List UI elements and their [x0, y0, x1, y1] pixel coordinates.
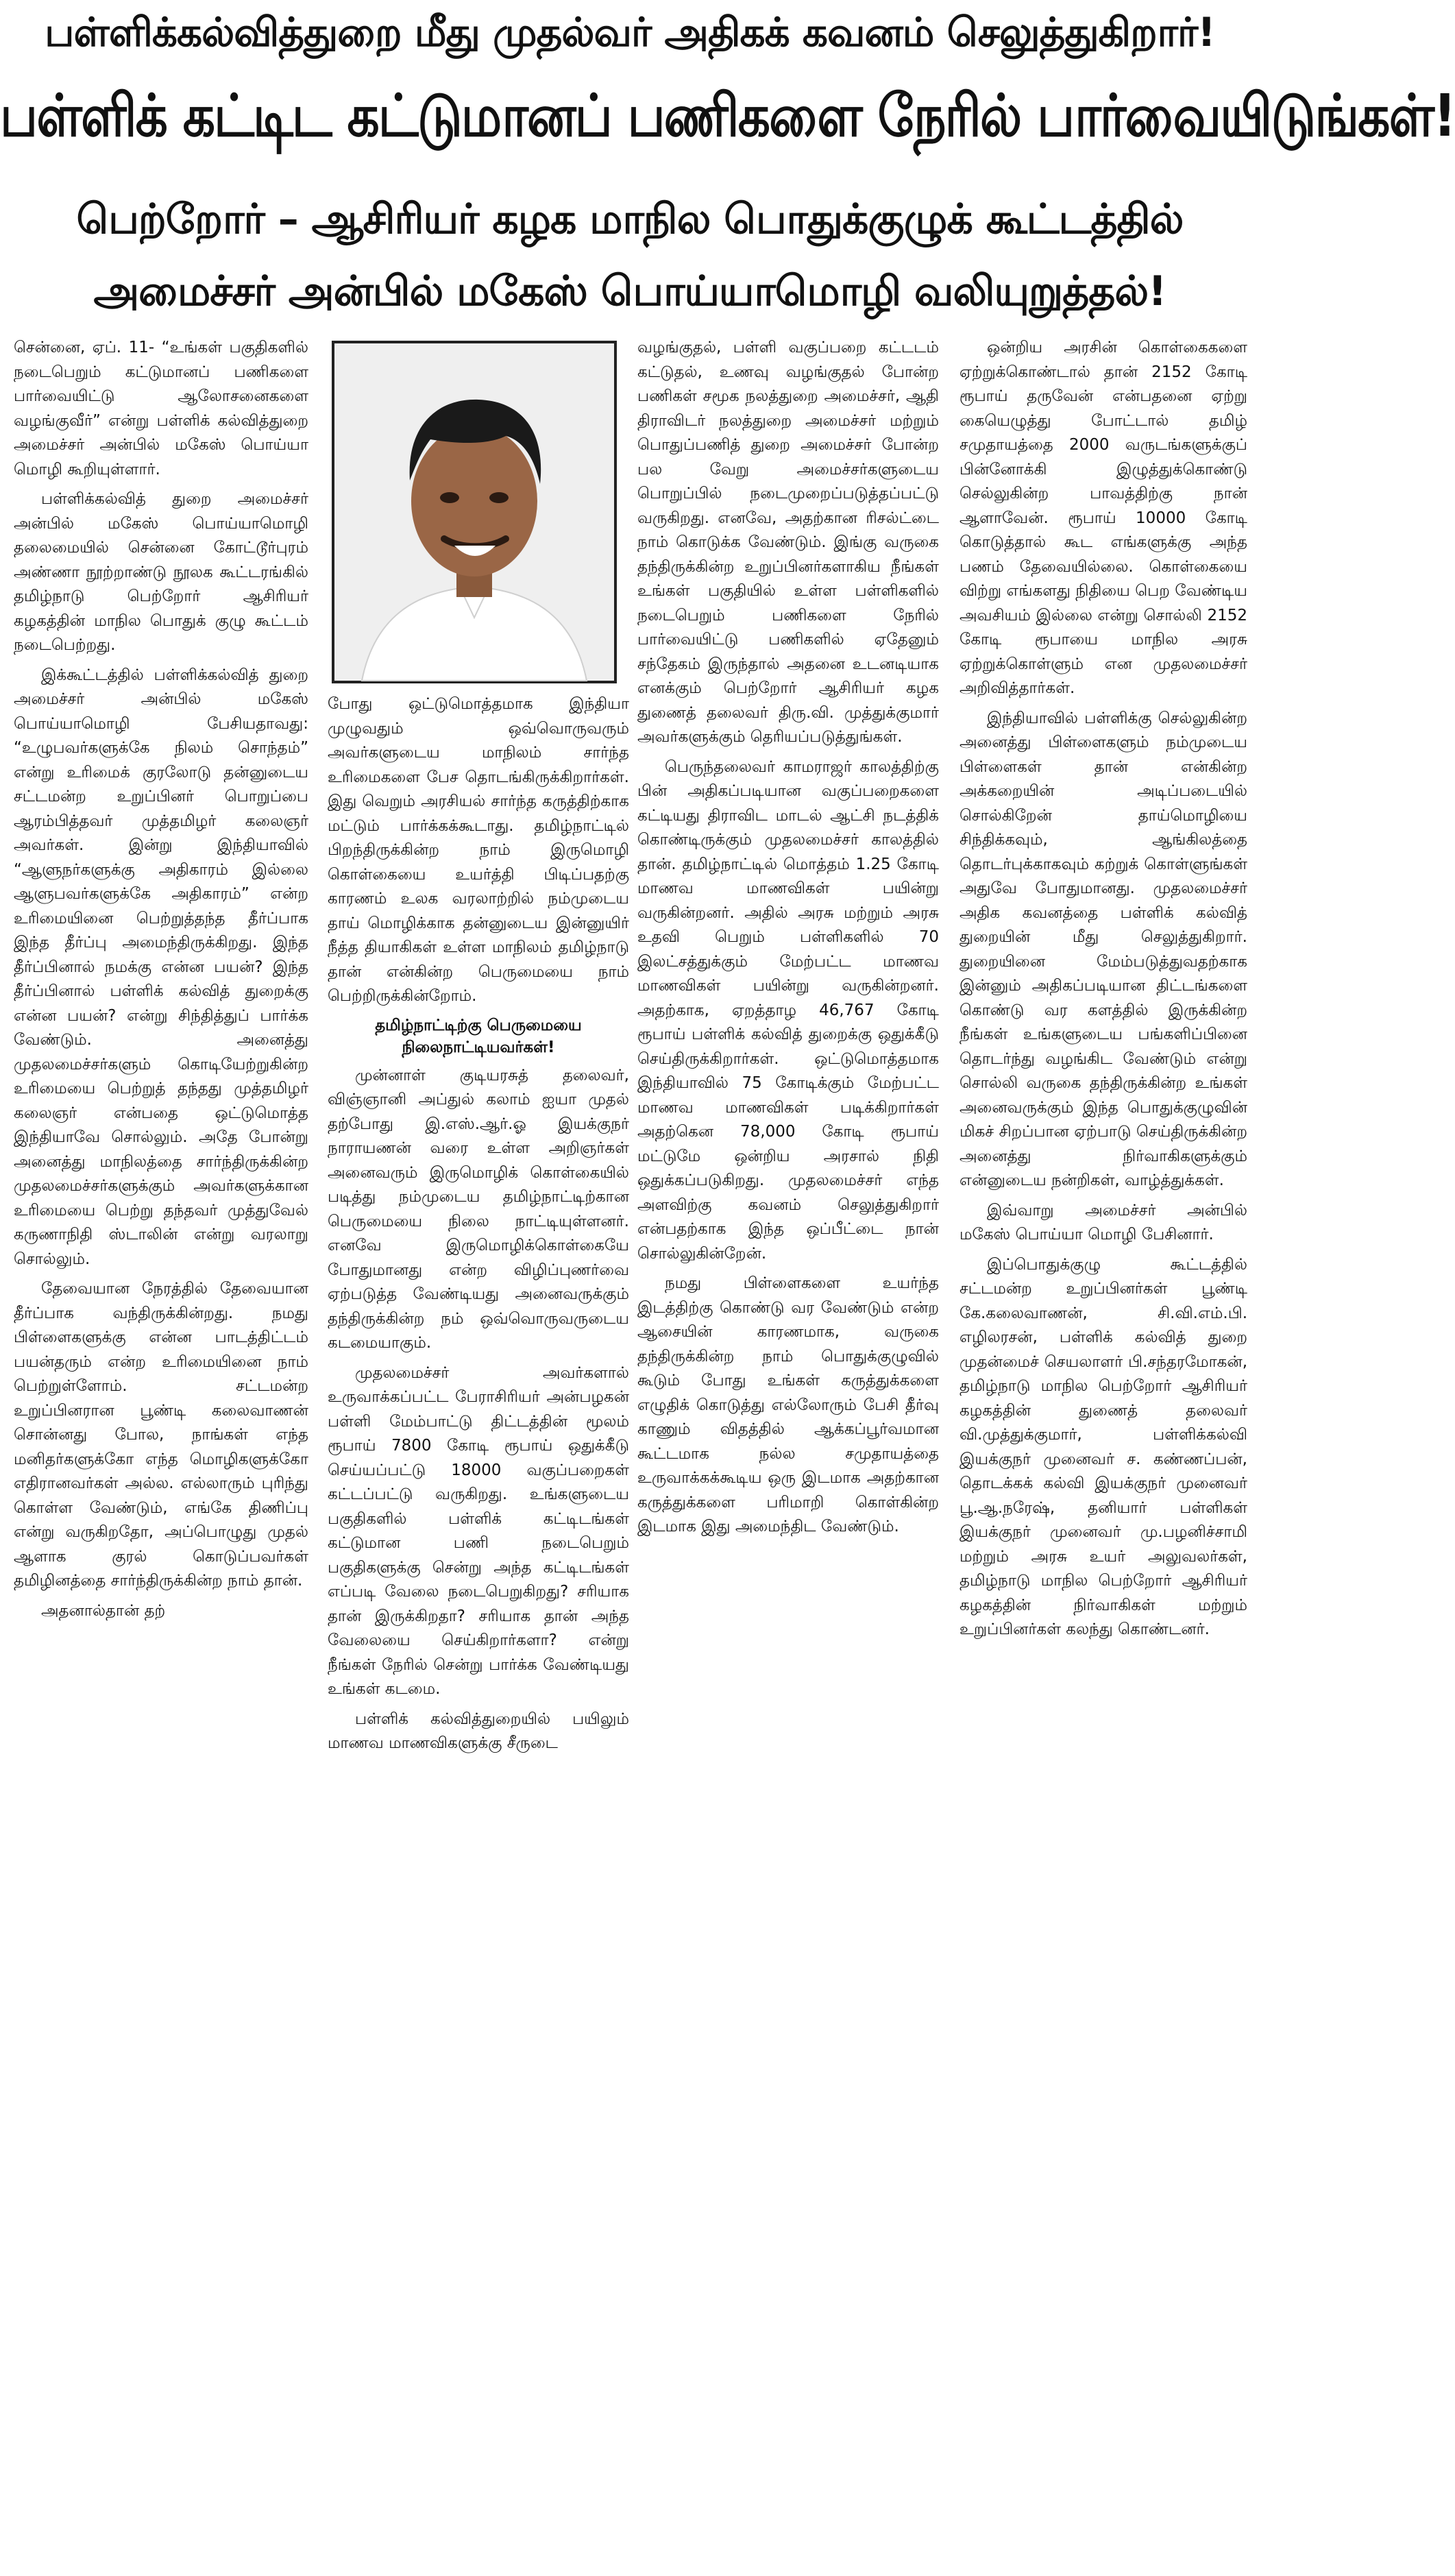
deck-headline-line1: பெற்றோர் – ஆசிரியர் கழக மாநில பொதுக்குழுக் கூட்டத்தில் [76, 195, 1184, 243]
main-headline: பள்ளிக் கட்டிட கட்டுமானப் பணிகளை நேரில் பார்வையிடுங்கள்! [0, 82, 1455, 150]
article-column-1 [14, 336, 308, 2576]
article-paragraph: வழங்குதல், பள்ளி வகுப்பறை கட்டடம் கட்டுதல், உணவு வழங்குதல் போன்ற பணிகள் சமூக நலத்துறை அமைச்சர், ஆதி திராவிடர் நலத்துறை அமைச்சர் மற்றும் பொதுப்பணித் துறை அமைச்சர் போன்ற பல வேறு அமைச்சர்களுடைய பொறுப்பில் நடைமுறைப்படுத்தப்பட்டு வருகிறது. எனவே, அதற்கான ரிசல்ட்டை நாம் கொடுக்க வேண்டும். இங்கு வருகை தந்திருக்கின்ற உறுப்பினர்களாகிய நீங்கள் உங்கள் பகுதியில் உள்ள பள்ளிகளில் நடைபெறும் பணிகளை நேரில் பார்வையிட்டு பணிகளில் ஏதேனும் சந்தேகம் இருந்தால் அதனை உடனடியாக எனக்கும் பெற்றோர் ஆசிரியர் கழக துணைத் தலைவர் திரு.வி. முத்துக்குமார் அவர்களுக்கும் தெரியப்படுத்துங்கள். [637, 339, 939, 746]
article-paragraph: அதனால்தான் தற் [41, 1601, 166, 1620]
article-paragraph: பள்ளிக்கல்வித் துறை அமைச்சர் அன்பில் மகேஸ் பொய்யாமொழி தலைமையில் சென்னை கோட்டூர்புரம் அண்ணா நூற்றாண்டு நூலக கூட்டரங்கில் தமிழ்நாடு பெற்றோர் ஆசிரியர் கழகத்தின் மாநில பொதுக் குழு கூட்டம் நடைபெற்றது. [14, 490, 308, 654]
article-paragraph: சென்னை, ஏப். 11- “உங்கள் பகுதிகளில் நடைபெறும் கட்டுமானப் பணிகளை பார்வையிட்டு ஆலோசனைகளை வழங்குவீர்” என்று பள்ளிக் கல்வித்துறை அமைச்சர் அன்பில் மகேஸ் பொய்யா மொழி கூறியுள்ளார். [14, 339, 308, 478]
article-column-2 [328, 692, 629, 2576]
article-paragraph: இக்கூட்டத்தில் பள்ளிக்கல்வித் துறை அமைச்சர் அன்பில் மகேஸ் பொய்யாமொழி பேசியதாவது: “உழுபவர்களுக்கே நிலம் சொந்தம்” என்று உரிமைக் குரலோடு தன்னுடைய சட்டமன்ற உறுப்பினர் பொறுப்பை ஆரம்பித்தவர் முத்தமிழர் கலைஞர் அவர்கள். இன்று இந்தியாவில் “ஆளுநர்களுக்கு அதிகாரம் இல்லை ஆளுபவர்களுக்கே அதிகாரம்” என்ற உரிமையினை பெற்றுத்தந்த தீர்ப்பாக இந்த தீர்ப்பு அமைந்திருக்கிறது. இந்த தீர்ப்பினால் நமக்கு என்ன பயன்? இந்த தீர்ப்பினால் பள்ளிக் கல்வித் துறைக்கு என்ன பயன்? என்று சிந்தித்துப் பார்க்க வேண்டும். அனைத்து முதலமைச்சர்களும் கொடியேற்றுகின்ற உரிமையை பெற்றுத் தந்தது முத்தமிழர் கலைஞர் என்பதை ஒட்டுமொத்த இந்தியாவே சொல்லும். அதே போன்று அனைத்து மாநிலத்தை சார்ந்திருக்கின்ற முதலமைச்சர்களுக்கும் அவர்களுக்கான உரிமையை பெற்று தந்தவர் முத்துவேல் கருணாநிதி ஸ்டாலின் என்று வரலாறு சொல்லும். [14, 666, 308, 1268]
article-paragraph: ஒன்றிய அரசின் கொள்கைகளை ஏற்றுக்கொண்டால் தான் 2152 கோடி ரூபாய் தருவேன் என்பதனை ஏற்று கையெழுத்து போட்டால் தமிழ் சமுதாயத்தை 2000 வருடங்களுக்குப் பின்னோக்கி இழுத்துக்கொண்டு செல்லுகின்ற பாவத்திற்கு நான் ஆளாவேன். ரூபாய் 10000 கோடி கொடுத்தால் கூட எங்களுக்கு அந்த பணம் தேவையில்லை. கொள்கையை விற்று எங்களது நிதியை பெற வேண்டிய அவசியம் இல்லை என்று சொல்லி 2152 கோடி ரூபாயை மாநில அரசு ஏற்றுக்கொள்ளும் என முதலமைச்சர் அறிவித்தார்கள். [959, 339, 1247, 697]
article-paragraph: முன்னாள் குடியரசுத் தலைவர், விஞ்ஞானி அப்துல் கலாம் ஐயா முதல் தற்போது இ.எஸ்.ஆர்.ஓ இயக்குநர் நாராயணன் வரை உள்ள அறிஞர்கள் அனைவரும் இருமொழிக் கொள்கையில் படித்து நம்முடைய தமிழ்நாட்டிற்கான பெருமையை நிலை நாட்டியுள்ளனர். எனவே இருமொழிக்கொள்கையே போதுமானது என்ற விழிப்புணர்வை ஏற்படுத்த வேண்டியது அனைவருக்கும் தந்திருக்கின்ற நம் ஒவ்வொருவருடைய கடமையாகும். [328, 1066, 629, 1352]
article-paragraph: நமது பிள்ளைகளை உயர்ந்த இடத்திற்கு கொண்டு வர வேண்டும் என்ற ஆசையின் காரணமாக, வருகை தந்திருக்கின்ற நாம் பொதுக்குழுவில் கூடும் போது உங்கள் கருத்துக்களை எழுதிக் கொடுத்து எல்லோரும் பேசி தீர்வு காணும் விதத்தில் ஆக்கப்பூர்வமான கூட்டமாக நல்ல சமுதாயத்தை உருவாக்கக்கூடிய ஒரு இடமாக அதற்கான கருத்துக்களை பரிமாறி கொள்கின்ற இடமாக இது அமைந்திட வேண்டும். [637, 1274, 939, 1535]
kicker-headline: பள்ளிக்கல்வித்துறை மீது முதல்வர் அதிகக் கவனம் செலுத்துகிறார்! [45, 9, 1215, 56]
portrait-illustration [334, 343, 614, 681]
article-paragraph: தேவையான நேரத்தில் தேவையான தீர்ப்பாக வந்திருக்கின்றது. நமது பிள்ளைகளுக்கு என்ன பாடத்திட்டம் பயன்தரும் என்ற உரிமையினை நாம் பெற்றுள்ளோம். சட்டமன்ற உறுப்பினரான பூண்டி கலைவாணன் சொன்னது போல, நாங்கள் எந்த மனிதர்களுக்கோ எந்த மொழிகளுக்கோ எதிரானவர்கள் அல்ல. எல்லாரும் புரிந்து கொள்ள வேண்டும், எங்கே திணிப்பு என்று வருகிறதோ, அப்பொழுது முதல் ஆளாக குரல் கொடுப்பவர்கள் தமிழினத்தை சார்ந்திருக்கின்ற நாம் தான். [14, 1280, 308, 1590]
article-paragraph: பள்ளிக் கல்வித்துறையில் பயிலும் மாணவ மாணவிகளுக்கு சீருடை [328, 1710, 629, 1752]
deck-headline-line2: அமைச்சர் அன்பில் மகேஸ் பொய்யாமொழி வலியுறுத்தல்! [93, 267, 1166, 315]
article-paragraph: பெருந்தலைவர் காமராஜர் காலத்திற்கு பின் அதிகப்படியான வகுப்பறைகளை கட்டியது திராவிட மாடல் ஆட்சி நடத்திக் கொண்டிருக்கும் முதலமைச்சர் காலத்தில் தான். தமிழ்நாட்டில் மொத்தம் 1.25 கோடி மாணவ மாணவிகள் பயின்று வருகின்றனர். அதில் அரசு மற்றும் அரசு உதவி பெறும் பள்ளிகளில் 70 இலட்சத்துக்கும் மேற்பட்ட மாணவ மாணவிகள் பயின்று வருகின்றனர். அதற்காக, ஏறத்தாழ 46,767 கோடி ரூபாய் பள்ளிக் கல்வித் துறைக்கு ஒதுக்கீடு செய்திருக்கிறார்கள். ஒட்டுமொத்தமாக இந்தியாவில் 75 கோடிக்கும் மேற்பட்ட மாணவ மாணவிகள் படிக்கிறார்கள் அதற்கென 78,000 கோடி ரூபாய் மட்டுமே ஒன்றிய அரசால் நிதி ஒதுக்கப்படுகிறது. முதலமைச்சர் எந்த அளவிற்கு கவனம் செலுத்துகிறார் என்பதற்காக இந்த ஒப்பீட்டை நான் சொல்லுகின்றேன். [637, 757, 939, 1263]
article-paragraph: இவ்வாறு அமைச்சர் அன்பில் மகேஸ் பொய்யா மொழி பேசினார். [959, 1201, 1247, 1243]
article-paragraph: இப்பொதுக்குழு கூட்டத்தில் சட்டமன்ற உறுப்பினர்கள் பூண்டி கே.கலைவாணன், சி.வி.எம்.பி. எழிலரசன், பள்ளிக் கல்வித் துறை முதன்மைச் செயலாளர் பி.சந்தரமோகன், தமிழ்நாடு மாநில பெற்றோர் ஆசிரியர் கழகத்தின் துணைத் தலைவர் வி.முத்துக்குமார், பள்ளிக்கல்வி இயக்குநர் முனைவர் ச. கண்ணப்பன், தொடக்கக் கல்வி இயக்குநர் முனைவர் பூ.ஆ.நரேஷ், தனியார் பள்ளிகள் இயக்குநர் முனைவர் மு.பழனிச்சாமி மற்றும் அரசு உயர் அலுவலர்கள், தமிழ்நாடு மாநில பெற்றோர் ஆசிரியர் கழகத்தின் நிர்வாகிகள் மற்றும் உறுப்பினர்கள் கலந்து கொண்டனர். [959, 1255, 1247, 1638]
article-paragraph: போது ஒட்டுமொத்தமாக இந்தியா முழுவதும் ஒவ்வொருவரும் அவர்களுடைய மாநிலம் சார்ந்த உரிமைகளை பேச தொடங்கிருக்கிறார்கள். இது வெறும் அரசியல் சார்ந்த கருத்திற்காக மட்டும் பார்க்கக்கூடாது. தமிழ்நாட்டில் பிறந்திருக்கின்ற நாம் இருமொழி கொள்கையை உயர்த்தி பிடிப்பதற்கு காரணம் உலக வரலாற்றில் நம்முடைய தாய் மொழிக்காக தன்னுடைய இன்னுயிர் நீத்த தியாகிகள் உள்ள மாநிலம் தமிழ்நாடு தான் என்கின்ற பெருமையை நாம் பெற்றிருக்கின்றோம். [328, 695, 629, 1005]
minister-photo [332, 341, 617, 683]
article-paragraph: முதலமைச்சர் அவர்களால் உருவாக்கப்பட்ட பேராசிரியர் அன்பழகன் பள்ளி மேம்பாட்டு திட்டத்தின் மூலம் ரூபாய் 7800 கோடி ரூபாய் ஒதுக்கீடு செய்யப்பட்டு 18000 வகுப்பறைகள் கட்டப்பட்டு வருகிறது. உங்களுடைய பகுதிகளில் பள்ளிக் கட்டிடங்கள் கட்டுமான பணி நடைபெறும் பகுதிகளுக்கு சென்று அந்த கட்டிடங்கள் எப்படி வேலை நடைபெறுகிறது? சரியாக தான் இருக்கிறதா? சரியாக தான் அந்த வேலையை செய்கிறார்களா? என்று நீங்கள் நேரில் சென்று பார்க்க வேண்டியது உங்கள் கடமை. [328, 1363, 629, 1698]
article-paragraph: இந்தியாவில் பள்ளிக்கு செல்லுகின்ற அனைத்து பிள்ளைகளும் நம்முடைய பிள்ளைகள் தான் என்கின்ற அக்கறையின் அடிப்படையில் சொல்கிறேன் தாய்மொழியை சிந்திக்கவும், ஆங்கிலத்தை தொடர்புக்காகவும் கற்றுக் கொள்ளுங்கள் அதுவே போதுமானது. முதலமைச்சர் அதிக கவனத்தை பள்ளிக் கல்வித் துறையின் மீது செலுத்துகிறார். துறையினை மேம்படுத்துவதற்காக இன்னும் அதிகப்படியான திட்டங்களை கொண்டு வர களத்தில் இருக்கின்ற நீங்கள் உங்களுடைய பங்களிப்பினை தொடர்ந்து வழங்கிட வேண்டும் என்று சொல்லி வருகை தந்திருக்கின்ற உங்கள் அனைவருக்கும் இந்த பொதுக்குழுவின் மிகச் சிறப்பான ஏற்பாடு செய்திருக்கின்ற அனைத்து நிர்வாகிகளுக்கும் என்னுடைய நன்றிகள், வாழ்த்துக்கள். [959, 709, 1247, 1189]
article-column-3 [637, 336, 939, 2576]
article-subheading: தமிழ்நாட்டிற்கு பெருமையை நிலைநாட்டியவர்கள்! [375, 1016, 582, 1056]
article-column-4 [959, 336, 1247, 2576]
